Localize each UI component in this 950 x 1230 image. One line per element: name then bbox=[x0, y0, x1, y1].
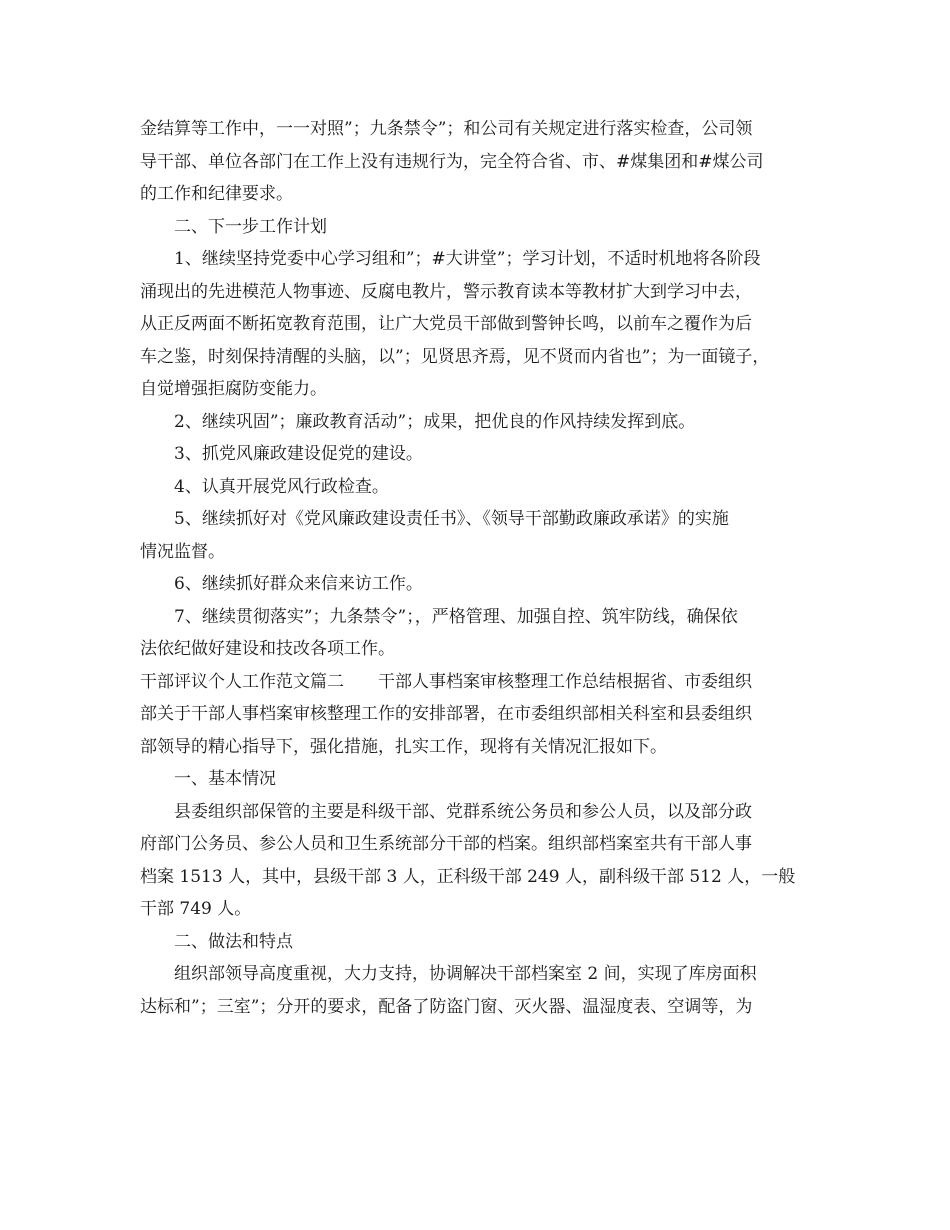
text-line: 车之鉴，时刻保持清醒的头脑，以”；见贤思齐焉，见不贤而内省也”；为一面镜子， bbox=[140, 346, 770, 367]
text-line: 5、继续抓好对《党风廉政建设责任书》、《领导干部勤政廉政承诺》的实施 bbox=[174, 509, 729, 529]
text-line: 一、基本情况 bbox=[174, 769, 276, 789]
text-line: 的工作和纪律要求。 bbox=[140, 184, 293, 204]
text-line: 二、下一步工作计划 bbox=[174, 216, 327, 237]
text-line: 2、继续巩固”；廉政教育活动”；成果，把优良的作风持续发挥到底。 bbox=[174, 411, 696, 432]
text-line: 县委组织部保管的主要是科级干部、党群系统公务员和参公人员，以及部分政 bbox=[174, 801, 752, 822]
text-line: 部关于干部人事档案审核整理工作的安排部署，在市委组织部相关科室和县委组织 bbox=[140, 704, 752, 724]
text-line: 4、认真开展党风行政检查。 bbox=[174, 476, 389, 497]
text-line: 3、抓党风廉政建设促党的建设。 bbox=[174, 444, 423, 464]
text-line: 法依纪做好建设和技改各项工作。 bbox=[140, 639, 395, 659]
text-line: 干部 749 人。 bbox=[140, 899, 252, 919]
text-line: 7、继续贯彻落实”；九条禁令”；，严格管理、加强自控、筑牢防线，确保依 bbox=[174, 606, 738, 627]
text-line: 自觉增强拒腐防变能力。 bbox=[140, 379, 327, 399]
text-line: 情况监督。 bbox=[140, 541, 225, 562]
text-line: 6、继续抓好群众来信来访工作。 bbox=[174, 574, 423, 594]
text-line: 干部评议个人工作范文篇二 干部人事档案审核整理工作总结根据省、市委组织 bbox=[140, 671, 752, 692]
text-line: 1、继续坚持党委中心学习组和”；#大讲堂”；学习计划，不适时机地将各阶段 bbox=[174, 249, 761, 269]
text-line: 金结算等工作中，一一对照”；九条禁令”；和公司有关规定进行落实检查，公司领 bbox=[140, 119, 753, 139]
text-line: 部领导的精心指导下，强化措施，扎实工作，现将有关情况汇报如下。 bbox=[140, 736, 667, 757]
text-line: 二、做法和特点 bbox=[174, 931, 293, 952]
text-line: 从正反两面不断拓宽教育范围，让广大党员干部做到警钟长鸣，以前车之覆作为后 bbox=[140, 314, 752, 334]
text-line: 达标和”；三室”；分开的要求，配备了防盗门窗、灭火器、温湿度表、空调等，为 bbox=[140, 996, 753, 1017]
text-line: 涌现出的先进模范人物事迹、反腐电教片，警示教育读本等教材扩大到学习中去， bbox=[140, 281, 752, 302]
text-line: 府部门公务员、参公人员和卫生系统部分干部的档案。组织部档案室共有干部人事 bbox=[140, 834, 752, 854]
document-body bbox=[140, 113, 820, 1023]
text-line: 导干部、单位各部门在工作上没有违规行为，完全符合省、市、#煤集团和#煤公司 bbox=[140, 151, 764, 172]
text-line: 组织部领导高度重视，大力支持，协调解决干部档案室 2 间，实现了库房面积 bbox=[174, 964, 757, 984]
text-line: 档案 1513 人，其中，县级干部 3 人，正科级干部 249 人，副科级干部 512 人，一般 bbox=[140, 866, 796, 887]
